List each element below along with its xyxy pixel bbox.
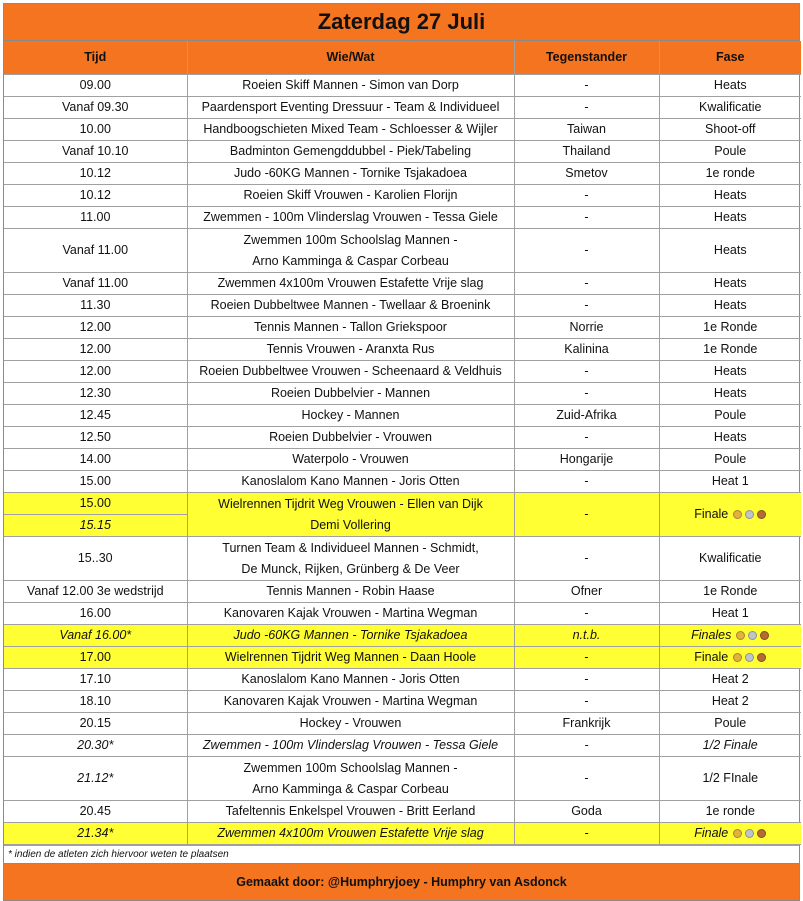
cell-fase xyxy=(659,493,801,537)
cell-wiewat: Hockey - Mannen xyxy=(187,405,514,427)
cell-tijd: 18.10 xyxy=(4,691,187,713)
cell-wiewat-line1: Zwemmen 100m Schoolslag Mannen - xyxy=(243,232,458,247)
silver-medal-icon xyxy=(745,829,754,838)
cell-wiewat: Paardensport Eventing Dressuur - Team & Individueel xyxy=(187,97,514,119)
silver-medal-icon xyxy=(748,631,757,640)
silver-medal-icon xyxy=(745,510,754,519)
gold-medal-icon xyxy=(733,653,742,662)
table-row-final xyxy=(4,823,801,845)
table-row xyxy=(4,735,801,757)
cell-wiewat-line1: Zwemmen 100m Schoolslag Mannen - xyxy=(243,760,458,775)
cell-wiewat-line2: Arno Kamminga & Caspar Corbeau xyxy=(252,253,449,268)
cell-tegenstander: - xyxy=(514,493,659,537)
cell-tijd: 17.00 xyxy=(4,647,187,669)
cell-wiewat: Zwemmen 4x100m Vrouwen Estafette Vrije slag xyxy=(187,273,514,295)
bronze-medal-icon xyxy=(760,631,769,640)
cell-tegenstander: Thailand xyxy=(514,141,659,163)
cell-wiewat: Roeien Dubbelvier - Mannen xyxy=(187,383,514,405)
cell-tijd: 10.12 xyxy=(4,185,187,207)
cell-tijd: 11.30 xyxy=(4,295,187,317)
cell-tijd: 09.00 xyxy=(4,75,187,97)
cell-fase-label: Finale xyxy=(694,826,729,840)
header-tegenstander: Tegenstander xyxy=(514,41,659,75)
table-row xyxy=(4,537,801,581)
cell-wiewat: Waterpolo - Vrouwen xyxy=(187,449,514,471)
cell-tegenstander: - xyxy=(514,537,659,581)
cell-wiewat-line2: De Munck, Rijken, Grünberg & De Veer xyxy=(241,561,460,576)
cell-tegenstander: - xyxy=(514,97,659,119)
cell-wiewat: Kanovaren Kajak Vrouwen - Martina Wegman xyxy=(187,603,514,625)
gold-medal-icon xyxy=(733,829,742,838)
cell-tegenstander: - xyxy=(514,361,659,383)
table-row xyxy=(4,295,801,317)
gold-medal-icon xyxy=(736,631,745,640)
cell-tegenstander: - xyxy=(514,757,659,801)
cell-fase: Heats xyxy=(659,207,801,229)
cell-fase: Heats xyxy=(659,427,801,449)
cell-fase: Heat 1 xyxy=(659,471,801,493)
cell-tegenstander: n.t.b. xyxy=(514,625,659,647)
cell-fase: Heat 2 xyxy=(659,669,801,691)
cell-tegenstander: - xyxy=(514,295,659,317)
cell-fase: Heats xyxy=(659,361,801,383)
header-tijd: Tijd xyxy=(4,41,187,75)
cell-tijd: 15..30 xyxy=(4,537,187,581)
header-fase: Fase xyxy=(659,41,801,75)
table-row xyxy=(4,119,801,141)
cell-tijd: Vanaf 10.10 xyxy=(4,141,187,163)
cell-wiewat: Roeien Dubbeltwee Mannen - Twellaar & Broenink xyxy=(187,295,514,317)
cell-fase: 1e Ronde xyxy=(659,317,801,339)
cell-fase: Shoot-off xyxy=(659,119,801,141)
cell-tegenstander: Zuid-Afrika xyxy=(514,405,659,427)
cell-wiewat: Hockey - Vrouwen xyxy=(187,713,514,735)
table-row xyxy=(4,669,801,691)
table-row-final xyxy=(4,625,801,647)
cell-tijd: 10.00 xyxy=(4,119,187,141)
cell-wiewat: Tennis Mannen - Robin Haase xyxy=(187,581,514,603)
cell-wiewat xyxy=(187,537,514,581)
table-row xyxy=(4,75,801,97)
cell-tegenstander: - xyxy=(514,471,659,493)
page-title: Zaterdag 27 Juli xyxy=(4,4,799,41)
table-row xyxy=(4,141,801,163)
cell-fase: Kwalificatie xyxy=(659,97,801,119)
cell-fase xyxy=(659,647,801,669)
table-row xyxy=(4,163,801,185)
cell-wiewat: Tafeltennis Enkelspel Vrouwen - Britt Eerland xyxy=(187,801,514,823)
cell-tijd: 12.45 xyxy=(4,405,187,427)
cell-wiewat-line2: Arno Kamminga & Caspar Corbeau xyxy=(252,781,449,796)
cell-fase: 1/2 FInale xyxy=(659,757,801,801)
medals xyxy=(730,504,766,525)
cell-wiewat: Wielrennen Tijdrit Weg Mannen - Daan Hoole xyxy=(187,647,514,669)
cell-tijd: Vanaf 09.30 xyxy=(4,97,187,119)
table-row xyxy=(4,801,801,823)
cell-fase: 1/2 Finale xyxy=(659,735,801,757)
cell-fase: Poule xyxy=(659,141,801,163)
cell-fase: Heats xyxy=(659,273,801,295)
cell-tegenstander: - xyxy=(514,669,659,691)
cell-wiewat: Handboogschieten Mixed Team - Schloesser & Wijler xyxy=(187,119,514,141)
cell-tegenstander: - xyxy=(514,383,659,405)
cell-tegenstander: - xyxy=(514,273,659,295)
cell-tijd: 20.30* xyxy=(4,735,187,757)
cell-tegenstander: Norrie xyxy=(514,317,659,339)
cell-tegenstander: - xyxy=(514,647,659,669)
table-row xyxy=(4,207,801,229)
cell-fase: 1e Ronde xyxy=(659,339,801,361)
cell-wiewat: Kanoslalom Kano Mannen - Joris Otten xyxy=(187,669,514,691)
cell-tijd: Vanaf 12.00 3e wedstrijd xyxy=(4,581,187,603)
cell-fase: Heats xyxy=(659,75,801,97)
cell-tegenstander: - xyxy=(514,823,659,845)
footnote: * indien de atleten zich hiervoor weten te plaatsen xyxy=(4,845,799,863)
cell-fase-label: Finales xyxy=(691,628,732,642)
cell-wiewat: Judo -60KG Mannen - Tornike Tsjakadoea xyxy=(187,163,514,185)
footer-credit: Gemaakt door: @Humphryjoey - Humphry van Asdonck xyxy=(4,863,799,900)
table-row xyxy=(4,427,801,449)
cell-wiewat: Roeien Dubbeltwee Vrouwen - Scheenaard & Veldhuis xyxy=(187,361,514,383)
cell-wiewat: Tennis Vrouwen - Aranxta Rus xyxy=(187,339,514,361)
silver-medal-icon xyxy=(745,653,754,662)
table-row-final xyxy=(4,647,801,669)
cell-fase-label: Finale xyxy=(694,507,729,521)
cell-wiewat xyxy=(187,493,514,537)
cell-fase: 1e ronde xyxy=(659,801,801,823)
cell-tijd: Vanaf 11.00 xyxy=(4,229,187,273)
table-row xyxy=(4,273,801,295)
cell-fase: Heat 2 xyxy=(659,691,801,713)
cell-tijd: 15.00 xyxy=(4,471,187,493)
cell-tijd: 16.00 xyxy=(4,603,187,625)
cell-tegenstander: Ofner xyxy=(514,581,659,603)
cell-tijd: 12.50 xyxy=(4,427,187,449)
table-row xyxy=(4,361,801,383)
bronze-medal-icon xyxy=(757,829,766,838)
cell-tegenstander: - xyxy=(514,603,659,625)
cell-tijd: 20.15 xyxy=(4,713,187,735)
cell-wiewat: Judo -60KG Mannen - Tornike Tsjakadoea xyxy=(187,625,514,647)
table-row xyxy=(4,97,801,119)
cell-wiewat: Tennis Mannen - Tallon Griekspoor xyxy=(187,317,514,339)
table-row xyxy=(4,185,801,207)
cell-tijd: 10.12 xyxy=(4,163,187,185)
table-row xyxy=(4,691,801,713)
cell-tijd: 12.00 xyxy=(4,361,187,383)
cell-fase: Poule xyxy=(659,405,801,427)
cell-wiewat: Roeien Skiff Mannen - Simon van Dorp xyxy=(187,75,514,97)
cell-tijd: 11.00 xyxy=(4,207,187,229)
cell-tijd: 14.00 xyxy=(4,449,187,471)
cell-tegenstander: - xyxy=(514,735,659,757)
cell-fase: Kwalificatie xyxy=(659,537,801,581)
cell-fase: 1e Ronde xyxy=(659,581,801,603)
cell-wiewat: Zwemmen - 100m Vlinderslag Vrouwen - Tessa Giele xyxy=(187,207,514,229)
cell-tijd: 21.12* xyxy=(4,757,187,801)
cell-tegenstander: Frankrijk xyxy=(514,713,659,735)
cell-wiewat: Kanovaren Kajak Vrouwen - Martina Wegman xyxy=(187,691,514,713)
cell-tegenstander: Kalinina xyxy=(514,339,659,361)
cell-fase: 1e ronde xyxy=(659,163,801,185)
table-row xyxy=(4,317,801,339)
table-row xyxy=(4,713,801,735)
cell-tijd: 17.10 xyxy=(4,669,187,691)
cell-tegenstander: Taiwan xyxy=(514,119,659,141)
cell-tijd: 15.15 xyxy=(4,515,187,537)
cell-wiewat: Roeien Dubbelvier - Vrouwen xyxy=(187,427,514,449)
table-row xyxy=(4,449,801,471)
cell-wiewat-line1: Turnen Team & Individueel Mannen - Schmidt, xyxy=(222,540,479,555)
cell-tegenstander: - xyxy=(514,691,659,713)
schedule-sheet xyxy=(3,3,800,901)
cell-fase: Heats xyxy=(659,185,801,207)
cell-wiewat xyxy=(187,229,514,273)
table-row xyxy=(4,229,801,273)
cell-tijd: 15.00 xyxy=(4,493,187,515)
cell-tijd: 12.00 xyxy=(4,317,187,339)
bronze-medal-icon xyxy=(757,653,766,662)
cell-tijd: 12.00 xyxy=(4,339,187,361)
cell-fase-label: Finale xyxy=(694,650,729,664)
table-row xyxy=(4,581,801,603)
header-row xyxy=(4,41,801,75)
cell-tegenstander: - xyxy=(514,229,659,273)
cell-wiewat xyxy=(187,757,514,801)
cell-wiewat: Zwemmen 4x100m Vrouwen Estafette Vrije slag xyxy=(187,823,514,845)
cell-tijd: Vanaf 16.00* xyxy=(4,625,187,647)
cell-fase: Heats xyxy=(659,295,801,317)
cell-wiewat-line2: Demi Vollering xyxy=(310,517,391,532)
cell-fase xyxy=(659,823,801,845)
gold-medal-icon xyxy=(733,510,742,519)
cell-wiewat: Badminton Gemengddubbel - Piek/Tabeling xyxy=(187,141,514,163)
header-wiewat: Wie/Wat xyxy=(187,41,514,75)
cell-tijd: 20.45 xyxy=(4,801,187,823)
cell-tegenstander: Hongarije xyxy=(514,449,659,471)
schedule-table xyxy=(4,41,801,845)
table-row xyxy=(4,757,801,801)
table-row xyxy=(4,405,801,427)
cell-fase: Poule xyxy=(659,713,801,735)
cell-wiewat: Kanoslalom Kano Mannen - Joris Otten xyxy=(187,471,514,493)
cell-wiewat: Roeien Skiff Vrouwen - Karolien Florijn xyxy=(187,185,514,207)
table-row xyxy=(4,383,801,405)
cell-tijd: 21.34* xyxy=(4,823,187,845)
table-row xyxy=(4,471,801,493)
medals xyxy=(730,823,766,844)
cell-fase: Heats xyxy=(659,383,801,405)
cell-wiewat: Zwemmen - 100m Vlinderslag Vrouwen - Tessa Giele xyxy=(187,735,514,757)
medals xyxy=(733,625,769,646)
table-row-final xyxy=(4,493,801,515)
bronze-medal-icon xyxy=(757,510,766,519)
cell-tegenstander: - xyxy=(514,207,659,229)
cell-fase xyxy=(659,625,801,647)
cell-tijd: 12.30 xyxy=(4,383,187,405)
cell-tegenstander: Smetov xyxy=(514,163,659,185)
medals xyxy=(730,647,766,668)
cell-tegenstander: - xyxy=(514,427,659,449)
cell-wiewat-line1: Wielrennen Tijdrit Weg Vrouwen - Ellen van Dijk xyxy=(218,496,483,511)
cell-fase: Heats xyxy=(659,229,801,273)
table-row xyxy=(4,339,801,361)
cell-tijd: Vanaf 11.00 xyxy=(4,273,187,295)
cell-tegenstander: - xyxy=(514,185,659,207)
table-row xyxy=(4,603,801,625)
cell-tegenstander: - xyxy=(514,75,659,97)
cell-fase: Poule xyxy=(659,449,801,471)
cell-tegenstander: Goda xyxy=(514,801,659,823)
cell-fase: Heat 1 xyxy=(659,603,801,625)
